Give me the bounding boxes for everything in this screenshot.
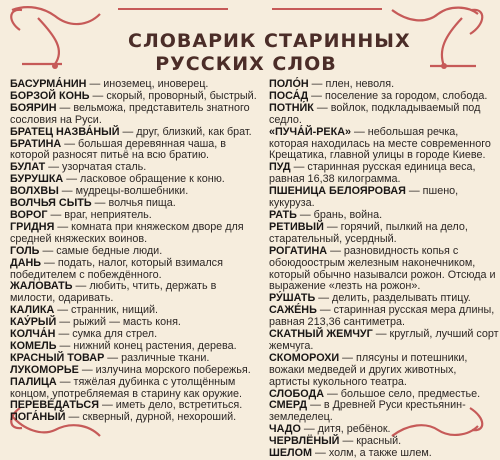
entry-word: РАТЬ (269, 208, 297, 221)
entry-definition: — делить, разделывать птицу. (315, 292, 471, 305)
entry-definition: — иметь дело, встретиться. (98, 399, 243, 412)
entry-definition: — дитя, ребёнок. (300, 423, 391, 436)
entry-word: ШЕЛОМ (269, 447, 313, 460)
entry-word: БРАТЕЦ НАЗВА́НЫЙ (10, 125, 120, 138)
entry-word: БУРУШКА (10, 173, 64, 186)
entry-definition: — вельможа, представитель знатного сословия на Руси. (10, 101, 250, 126)
entry-definition: — самые бедные люди. (39, 244, 163, 257)
entry-definition: — нижний конец растения, дерева. (56, 339, 237, 352)
dictionary-entry (269, 162, 500, 186)
entry-definition: — рыжий — масть коня. (56, 316, 181, 329)
dictionary-entry (10, 103, 261, 127)
entry-definition: — скверный, дурной, нехороший. (65, 411, 237, 424)
entry-word: ПОСА́Д (269, 89, 309, 102)
dictionary-entry (269, 400, 500, 424)
entry-definition: — разновидность копья с обоюдоострым железным наконечником, который обычно называлси рожон. Отсюда и выражение «лезть на рожон». (269, 244, 496, 293)
entry-word: «ПУЧА́Й-РЕКА» (269, 125, 352, 138)
entry-definition: — узорчатая сталь. (45, 161, 147, 174)
entry-definition: — иноземец, иноверец. (86, 78, 209, 90)
dictionary-entry (10, 412, 261, 424)
entry-word: КАУ́РЫЙ (10, 316, 57, 329)
entry-word: ПЕРЕВЕ́ДАТЬСЯ (10, 399, 99, 412)
dictionary-entry (10, 222, 261, 246)
dictionary-entry (269, 448, 500, 460)
entry-word: ПОЛО́Н (269, 78, 309, 90)
dictionary-entry (10, 258, 261, 282)
entry-word: БУЛАТ (10, 161, 46, 174)
entry-definition: — старинная русская мера длины, равная 213,36 сантиметра. (269, 304, 495, 329)
left-column (10, 79, 261, 424)
entry-word: КАЛИКА (10, 304, 55, 317)
entry-word: ПОГА́НЫЙ (10, 411, 66, 424)
entry-word: ЧАДО (269, 423, 301, 436)
entry-word: ПШЕНИЦА БЕЛОЯРОВАЯ (269, 185, 406, 198)
entry-word: ПОТНИ́К (269, 101, 314, 114)
entry-definition: — горячий, пылкий на дело, старательный, усердный. (269, 220, 468, 245)
entry-definition: — плясуны и потешники, вожаки медведей и других животных, артисты кукольного театра. (269, 351, 468, 388)
page-title (128, 30, 411, 76)
entry-word: ВОЛЧЬЯ СЫТЬ (10, 197, 92, 210)
entry-definition: — враг, неприятель. (47, 208, 152, 221)
entry-word: СКАТНЫЙ ЖЕМЧУГ (269, 328, 373, 341)
entry-word: СМЕРД (269, 399, 308, 412)
entry-definition: — подать, налог, который взимался победителем с побеждённого. (10, 256, 223, 281)
entry-definition: — ласковое обращение к коню. (63, 173, 225, 186)
dictionary-entry (269, 353, 500, 389)
entry-word: БАСУРМА́НИН (10, 78, 87, 90)
entry-definition: — сумка для стрел. (55, 328, 158, 341)
entry-word: ЛУКОМОРЬЕ (10, 363, 79, 376)
entry-definition: — холм, а также шлем. (312, 447, 432, 460)
entry-definition: — небольшая речка, которая находилась на месте современного Крещатика, главной улицы в городе Киеве. (269, 125, 491, 162)
entry-word: ГОЛЬ (10, 244, 40, 257)
entry-definition: — плен, неволя. (308, 78, 395, 90)
entry-word: РОГАТИНА (269, 244, 328, 257)
title-line-2: РУССКИХ СЛОВ (155, 53, 337, 75)
entry-word: СКОМОРОХИ (269, 351, 340, 364)
entry-definition: — излучина морского побережья. (78, 363, 251, 376)
entry-word: ДАНЬ (10, 256, 42, 269)
entry-word: САЖЕ́НЬ (269, 304, 317, 317)
dictionary-entry (10, 139, 261, 163)
entry-definition: — круглый, лучший сорт жемчуга. (269, 328, 499, 352)
entry-definition: — пшено, кукуруза. (269, 185, 459, 210)
dictionary-entry (269, 305, 500, 329)
entry-word: ПУД (269, 161, 291, 174)
dictionary-entry (10, 281, 261, 305)
dictionary-entry (269, 329, 500, 353)
dictionary-entry (269, 103, 500, 127)
entry-word: ЖАЛОВАТЬ (10, 280, 73, 293)
entry-definition: — красный. (339, 435, 402, 448)
entry-word: ВОРОГ (10, 208, 48, 221)
entry-definition: — мудрецы-волшебники. (58, 185, 189, 198)
entry-word: КОЛЧА́Н (10, 328, 56, 341)
entry-definition: — старинная русская единица веса, равная 16,38 килограмма. (269, 161, 476, 186)
entry-definition: — в Древней Руси крестьянин-земледелец. (269, 399, 466, 424)
dictionary-entry (269, 246, 500, 294)
entry-definition: — любить, чтить, держать в милости, одаривать. (10, 280, 217, 305)
entry-definition: — комната при княжеском дворе для средней княжеских воинов. (10, 220, 244, 245)
entry-word: КРАСНЫЙ ТОВАР (10, 351, 105, 364)
title-line-1: СЛОВАРИК СТАРИННЫХ (128, 30, 411, 52)
entry-word: РЕТИВЫЙ (269, 220, 324, 233)
entry-definition: — войлок, подкладываемый под седло. (269, 101, 481, 126)
entry-definition: — волчья пища. (91, 197, 176, 210)
entry-word: РУ́ШАТЬ (269, 292, 316, 305)
dictionary-entry (269, 186, 500, 210)
entry-word: ЧЕРВЛЁНЫЙ (269, 435, 340, 448)
entry-word: КОМЕЛЬ (10, 339, 57, 352)
dictionary-entry (269, 222, 500, 246)
entry-definition: — поселение за городом, слобода. (308, 89, 488, 102)
entry-word: СЛОБОДА (269, 387, 325, 400)
entry-word: БОЯРИН (10, 101, 57, 114)
entry-definition: — друг, близкий, как брат. (119, 125, 252, 138)
entry-word: ГРИДНЯ (10, 220, 55, 233)
entry-word: ВОЛХВЫ (10, 185, 59, 198)
entry-definition: — скорый, проворный, быстрый. (89, 89, 257, 102)
dictionary-entry (10, 377, 261, 401)
entry-definition: — большая деревянная чаша, в которой разносят питьё на всю братию. (10, 137, 227, 162)
entry-definition: — странник, нищий. (54, 304, 159, 317)
entry-definition: — большое село, предместье. (324, 387, 481, 400)
entry-word: БРАТИНА (10, 137, 62, 150)
right-column (269, 79, 500, 460)
entry-definition: — тяжёлая дубинка с утолщённым концом, употребляемая в старину как оружие. (10, 375, 242, 400)
entry-word: БОРЗОЙ КОНЬ (10, 89, 90, 102)
dictionary-entry (269, 127, 500, 163)
entry-word: ПАЛИЦА (10, 375, 57, 388)
entry-definition: — брань, война. (296, 208, 383, 221)
entry-definition: — различные ткани. (104, 351, 210, 364)
